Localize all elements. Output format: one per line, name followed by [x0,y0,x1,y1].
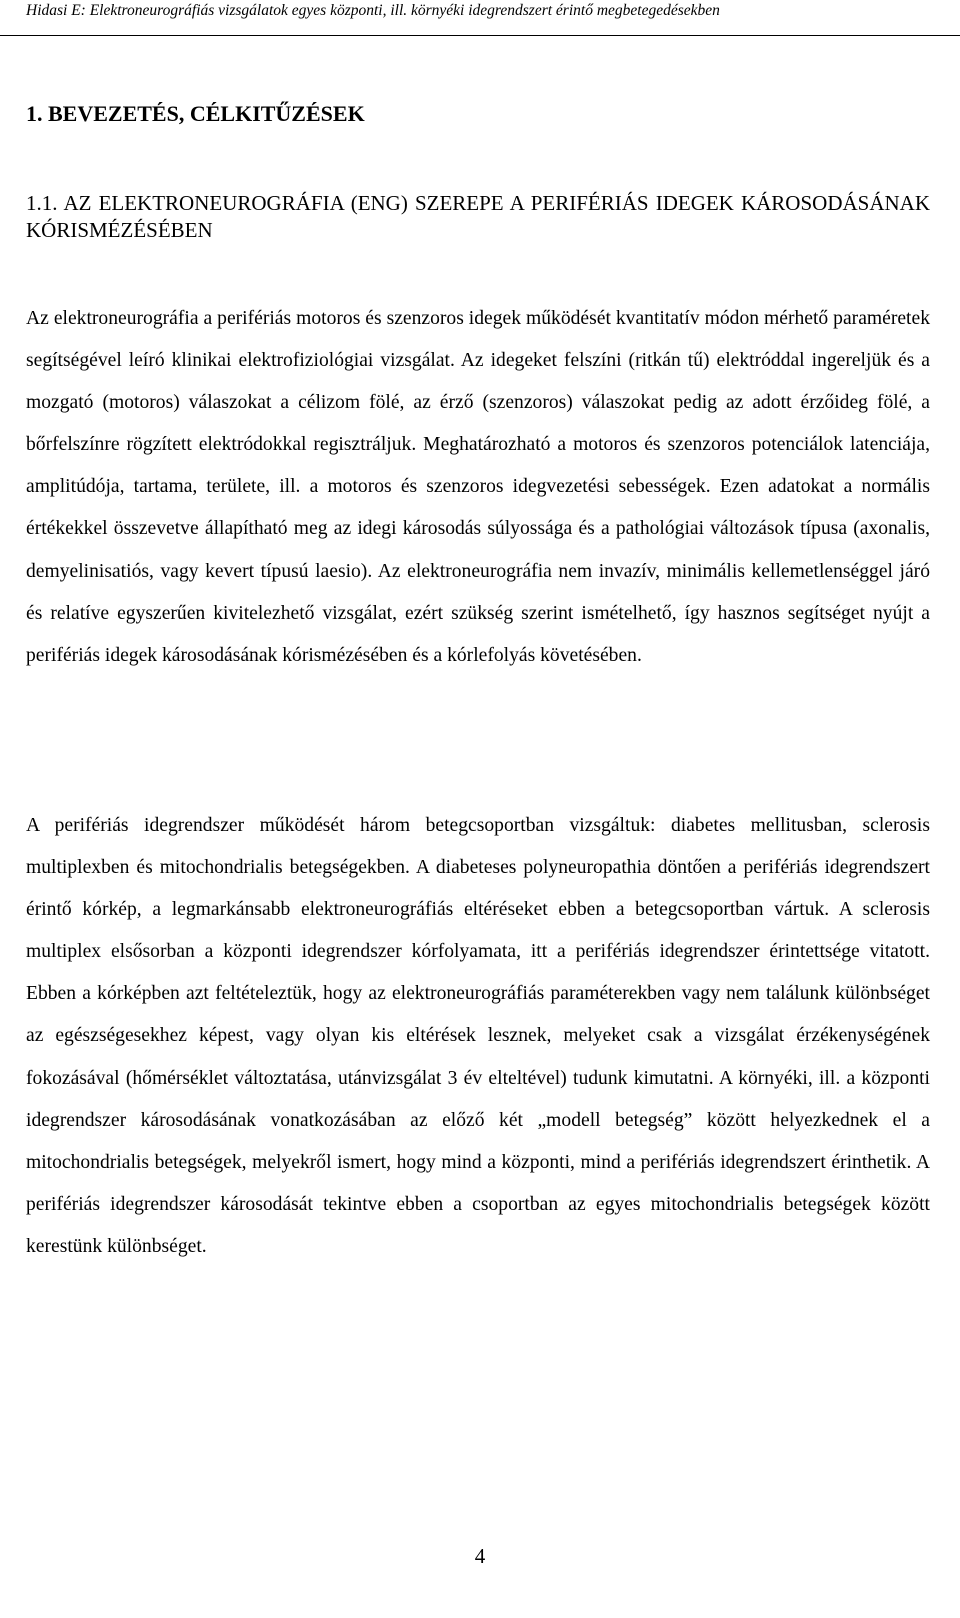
page-number: 4 [474,1544,486,1568]
running-header: Hidasi E: Elektroneurográfiás vizsgálatok egyes központi, ill. környéki idegrendszert érintő megbetegedésekben [0,0,960,36]
chapter-title: 1. BEVEZETÉS, CÉLKITŰZÉSEK [26,101,365,126]
body-paragraph: A perifériás idegrendszer működését három betegcsoportban vizsgáltuk: diabetes mellitusban, sclerosis multiplexben és mitochondrialis betegségekben. A diabeteses polyneuropathia döntően a perifériás idegrendszert érintő kórkép, a legmarkánsabb elektroneurográfiás eltéréseket ebben a betegcsoportban vártuk. A sclerosis multiplex elsősorban a központi idegrendszer kórfolyamata, itt a perifériás idegrendszer érintettsége vitatott. Ebben a kórképben azt feltételeztük, hogy az elektroneurográfiás paraméterekben vagy nem találunk különbséget az egészségesekhez képest, vagy olyan kis eltérések lesznek, melyeket csak a vizsgálat érzékenységének fokozásával (hőmérséklet változtatása, utánvizsgálat 3 év elteltével) tudunk kimutatni. A környéki, ill. a központi idegrendszer károsodásának vonatkozásában az előző két „modell betegség” között helyezkednek el a mitochondrialis betegségek, melyekről ismert, hogy mind a központi, mind a perifériás idegrendszert érinthetik. A perifériás idegrendszer károsodását tekintve ebben a csoportban az egyes mitochondrialis betegségek között kerestünk különbséget. [26,815,930,1257]
section-title: 1.1. AZ ELEKTRONEUROGRÁFIA (ENG) SZEREPE A PERIFÉRIÁS IDEGEK KÁROSODÁSÁNAK KÓRISMÉZÉSÉBEN [26,191,930,242]
body-paragraph: Az elektroneurográfia a perifériás motoros és szenzoros idegek működését kvantitatív módon mérhető paraméretek segítségével leíró klinikai elektrofiziológiai vizsgálat. Az idegeket felszíni (ritkán tű) elektróddal ingereljük és a mozgató (motoros) válaszokat a célizom fölé, az érző (szenzoros) válaszokat pedig az adott érzőideg fölé, a bőrfelszínre rögzített elektródokkal regisztráljuk. Meghatározható a motoros és szenzoros potenciálok latenciája, amplitúdója, tartama, területe, ill. a motoros és szenzoros idegvezetési sebességek. Ezen adatokat a normális értékekkel összevetve állapítható meg az idegi károsodás súlyossága és a pathológiai változások típusa (axonalis, demyelinisatiós, vagy kevert típusú laesio). Az elektroneurográfia nem invazív, minimális kellemetlenséggel járó és relatíve egyszerűen kivitelezhető vizsgálat, ezért szükség szerint ismételhető, így hasznos segítséget nyújt a perifériás idegek károsodásának kórismézésében és a kórlefolyás követésében. [26,308,930,666]
